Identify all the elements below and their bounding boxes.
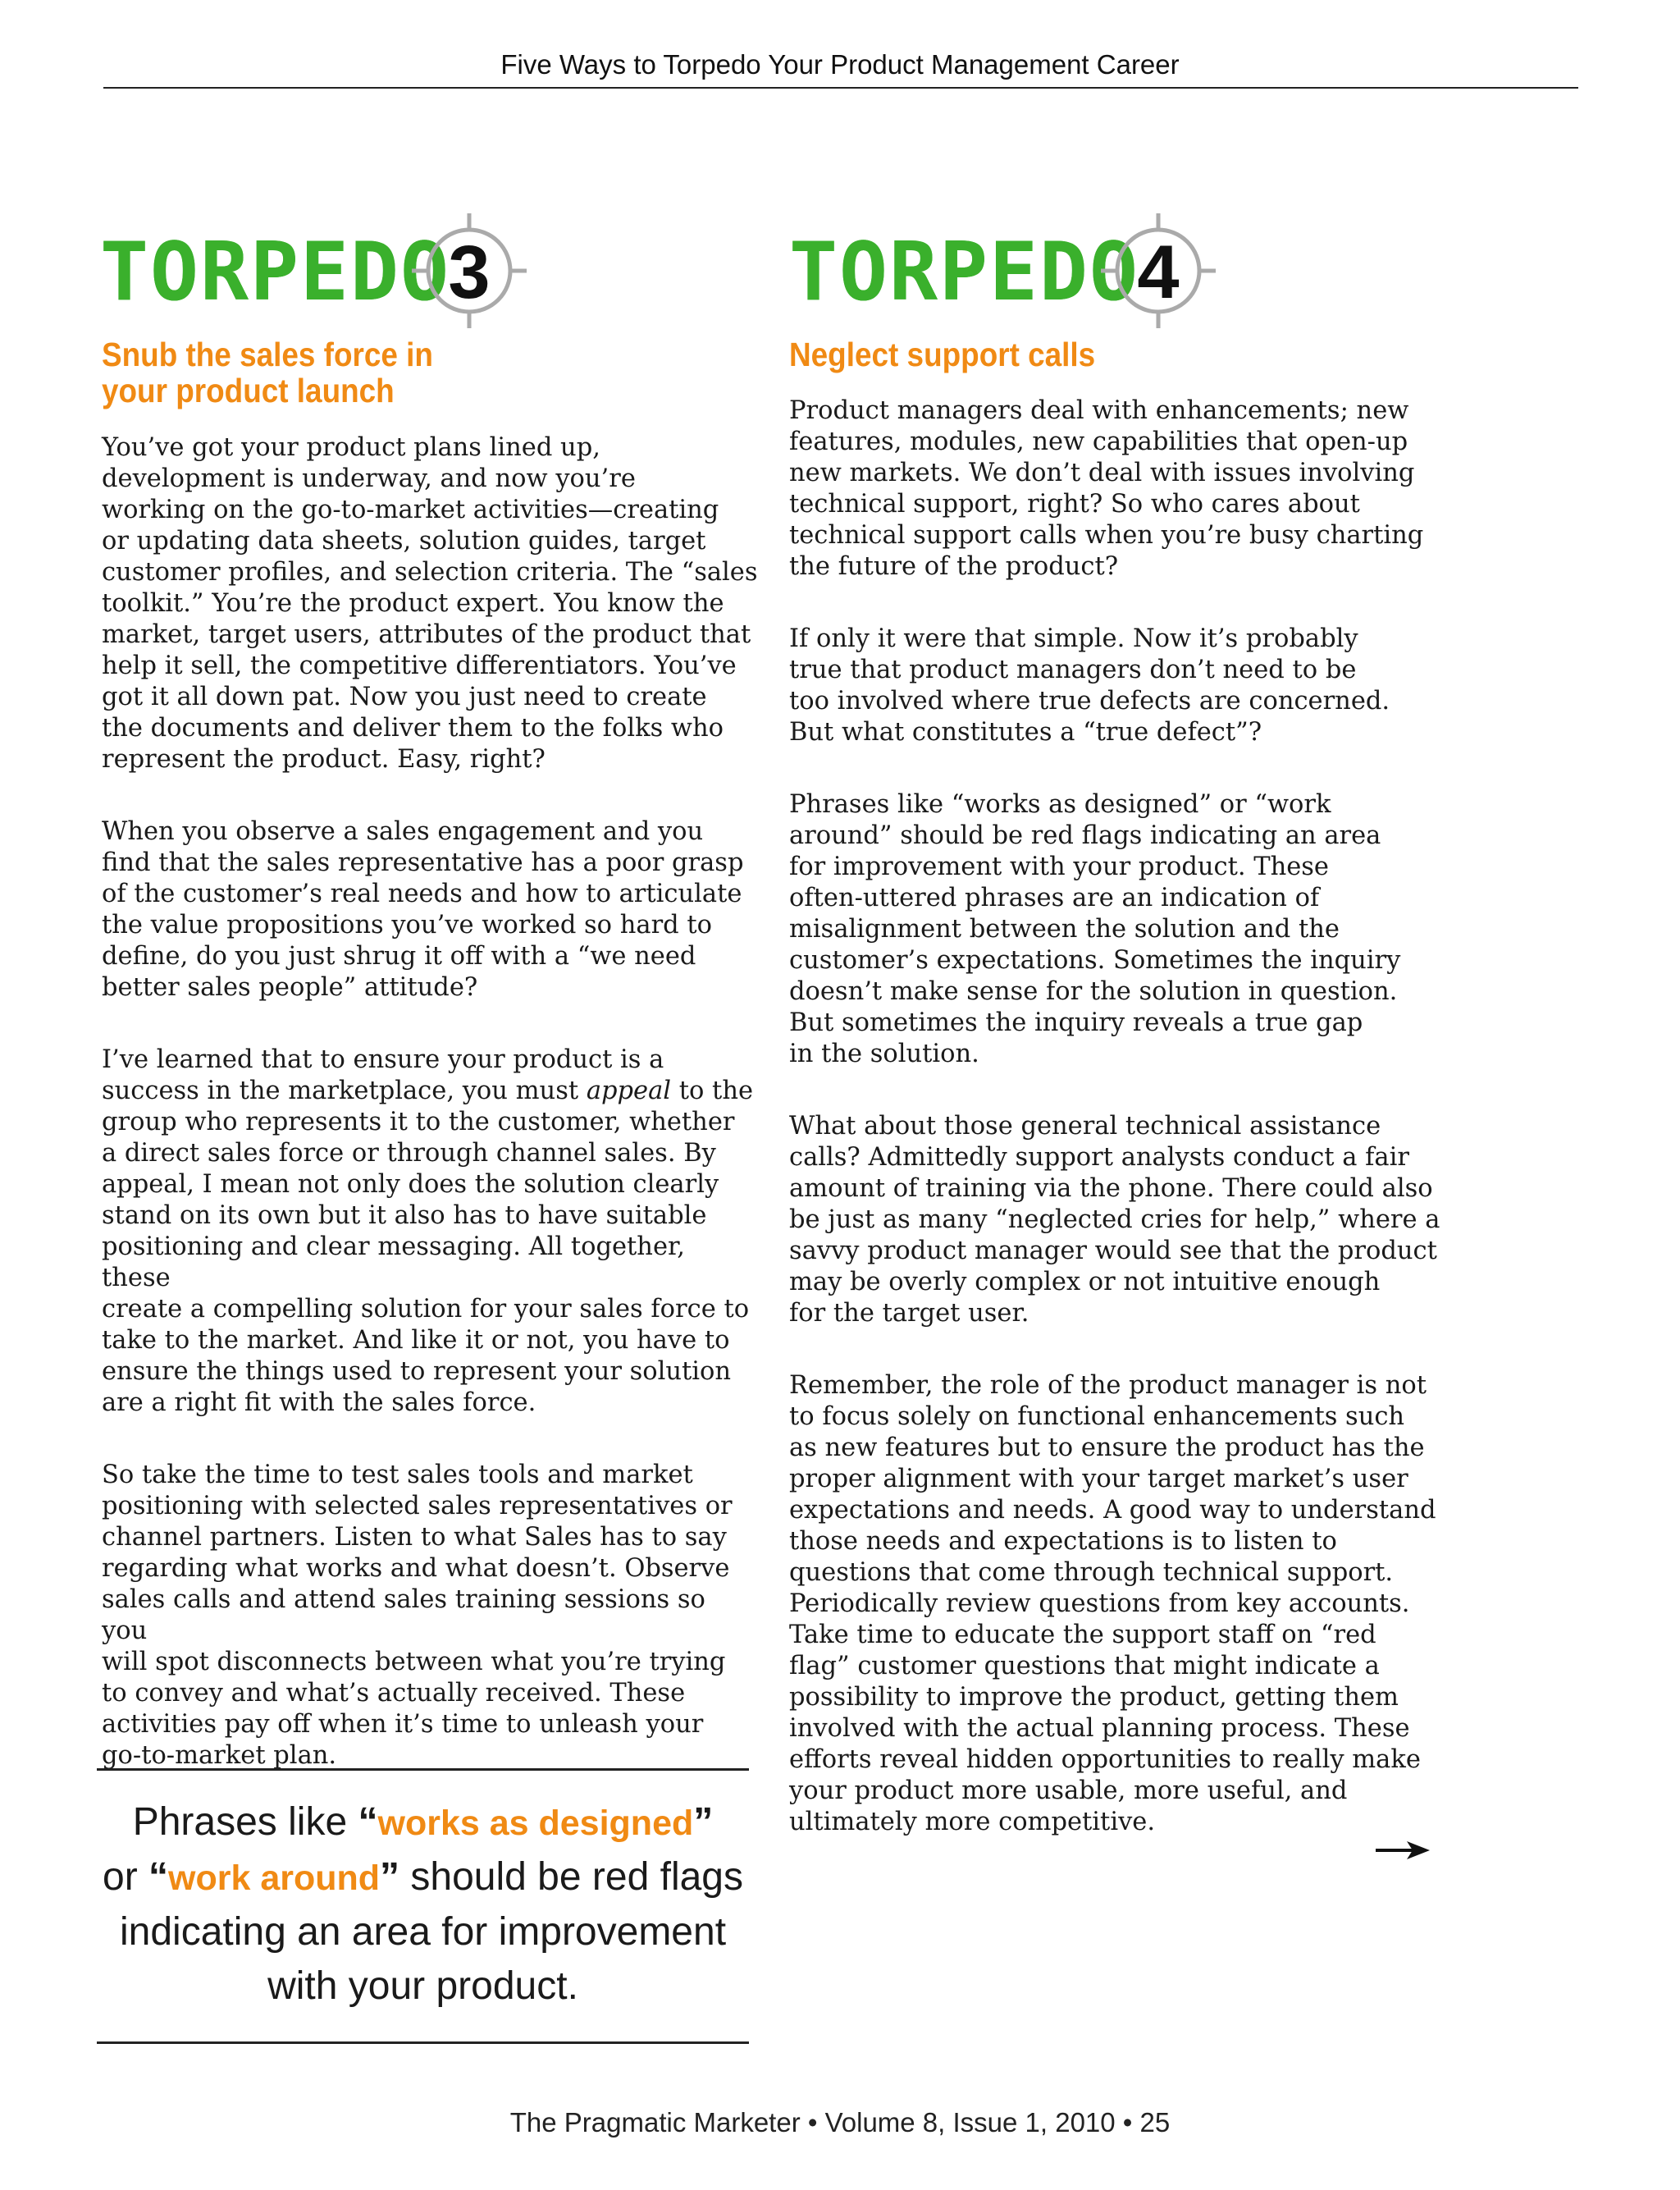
pull-quote-text [97, 1795, 749, 2014]
close-quote-mark: ” [380, 1855, 400, 1899]
crosshair-icon [1097, 209, 1220, 332]
emphasis-appeal: appeal [586, 1077, 672, 1105]
header-rule [103, 87, 1578, 89]
running-header: Five Ways to Torpedo Your Product Management Career [500, 49, 1180, 80]
crosshair-icon [408, 209, 531, 332]
pull-quote-line1 [97, 1795, 749, 1850]
paragraph: Remember, the role of the product manager is not to focus solely on functional enhancements such as new features but to ensure the product has the proper alignment with your target market’s user expectations and needs. A good way to understand those needs and expectations is to listen to questions that come through technical support. Periodically review questions from key accounts. Take time to educate the support staff on “red flag” customer questions that might indicate a possibility to improve the product, getting them involved with the actual planning process. These efforts reveal hidden opportunities to really make your product more usable, more useful, and ultimately more competitive. [789, 1371, 1436, 1836]
page-footer: The Pragmatic Marketer • Volume 8, Issue 1, 2010 • 25 [509, 2107, 1171, 2137]
paragraph: Phrases like “works as designed” or “work around” should be red flags indicating an area for improvement with your product. These often-uttered phrases are an indication of misalignment between the solution and the customer’s expectations. Sometimes the inquiry doesn’t make sense for the solution in question. But sometimes the inquiry reveals a true gap in the solution. [789, 790, 1401, 1068]
open-quote-mark: “ [148, 1855, 169, 1899]
quote-text: should be red flags [399, 1855, 743, 1899]
paragraph: Product managers deal with enhancements; new features, modules, new capabilities that open-up new markets. We don’t deal with issues involving technical support, right? So who cares about technical support calls when you’re busy charting the future of the product? [789, 396, 1424, 581]
torpedo-3-number: 3 [448, 231, 491, 314]
paragraph: When you observe a sales engagement and you find that the sales representative has a poor grasp of the customer’s real needs and how to articulate the value propositions you’ve worked so hard to define, do you just shrug it off with a “we need better sales people” attitude? [102, 817, 744, 1002]
torpedo-4-banner [789, 209, 1249, 341]
paragraph-text: I’ve learned that to ensure your product is a success in the marketplace, you must [102, 1045, 664, 1105]
torpedo-4-heading: Neglect support calls [789, 336, 1096, 373]
pull-quote-line2 [97, 1850, 749, 1905]
paragraph: If only it were that simple. Now it’s probably true that product managers don’t need to be too involved where true defects are concerned. But what constitutes a “true defect”? [789, 624, 1390, 747]
quote-text: or [103, 1855, 149, 1899]
highlight-work-around: work around [168, 1859, 381, 1898]
pull-quote-line4: with your product. [267, 1964, 578, 2008]
pull-quote-line3: indicating an area for improvement [119, 1910, 727, 1954]
torpedo-4-word: TORPEDO [789, 226, 1140, 319]
paragraph: What about those general technical assistance calls? Admittedly support analysts conduct a fair amount of training via the phone. There could also be just as many “neglected cries for help,” where a savvy product manager would see that the product may be overly complex or not intuitive enough for the target user. [789, 1112, 1440, 1328]
torpedo-4-body [789, 395, 1445, 1879]
torpedo-3-body [102, 432, 758, 1813]
torpedo-4-number: 4 [1137, 231, 1180, 314]
pull-quote [97, 1768, 749, 2044]
torpedo-3-word: TORPEDO [100, 226, 451, 319]
quote-text: Phrases like [132, 1800, 358, 1844]
arrow-right-icon [1374, 1838, 1431, 1866]
paragraph-text: to the group who represents it to the customer, whether a direct sales force or through channel sales. By appeal, I mean not only does the solution clearly stand on its own but it also has to have suitable positioning and clear messaging. All together, these create a compelling solution for your sales force to take to the market. And like it or not, you have to ensure the things used to represent your solution are a right fit with the sales force. [102, 1077, 754, 1417]
paragraph: You’ve got your product plans lined up, development is underway, and now you’re working on the go-to-market activities—creating or updating data sheets, solution guides, target customer profiles, and selection criteria. The “sales toolkit.” You’re the product expert. You know the market, target users, attributes of the product that help it sell, the competitive differentiators. You’ve got it all down pat. Now you just need to create the documents and deliver them to the folks who represent the product. Easy, right? [102, 433, 758, 774]
open-quote-mark: “ [358, 1800, 378, 1844]
highlight-works-as-designed: works as designed [377, 1804, 694, 1843]
torpedo-3-heading [102, 336, 433, 409]
paragraph [102, 1045, 758, 1419]
torpedo-3-heading-line2: your product launch [102, 372, 395, 409]
paragraph: So take the time to test sales tools and market positioning with selected sales representatives or channel partners. Listen to what Sales has to say regarding what works and what doesn’t. Observe sales calls and attend sales training sessions so you will spot disconnects between what you’re trying to convey and what’s actually received. These activities pay off when it’s time to unleash your go-to-market plan. [102, 1461, 733, 1770]
close-quote-mark: ” [693, 1800, 714, 1844]
torpedo-3-banner [100, 209, 559, 341]
torpedo-3-heading-line1: Snub the sales force in [102, 336, 433, 373]
